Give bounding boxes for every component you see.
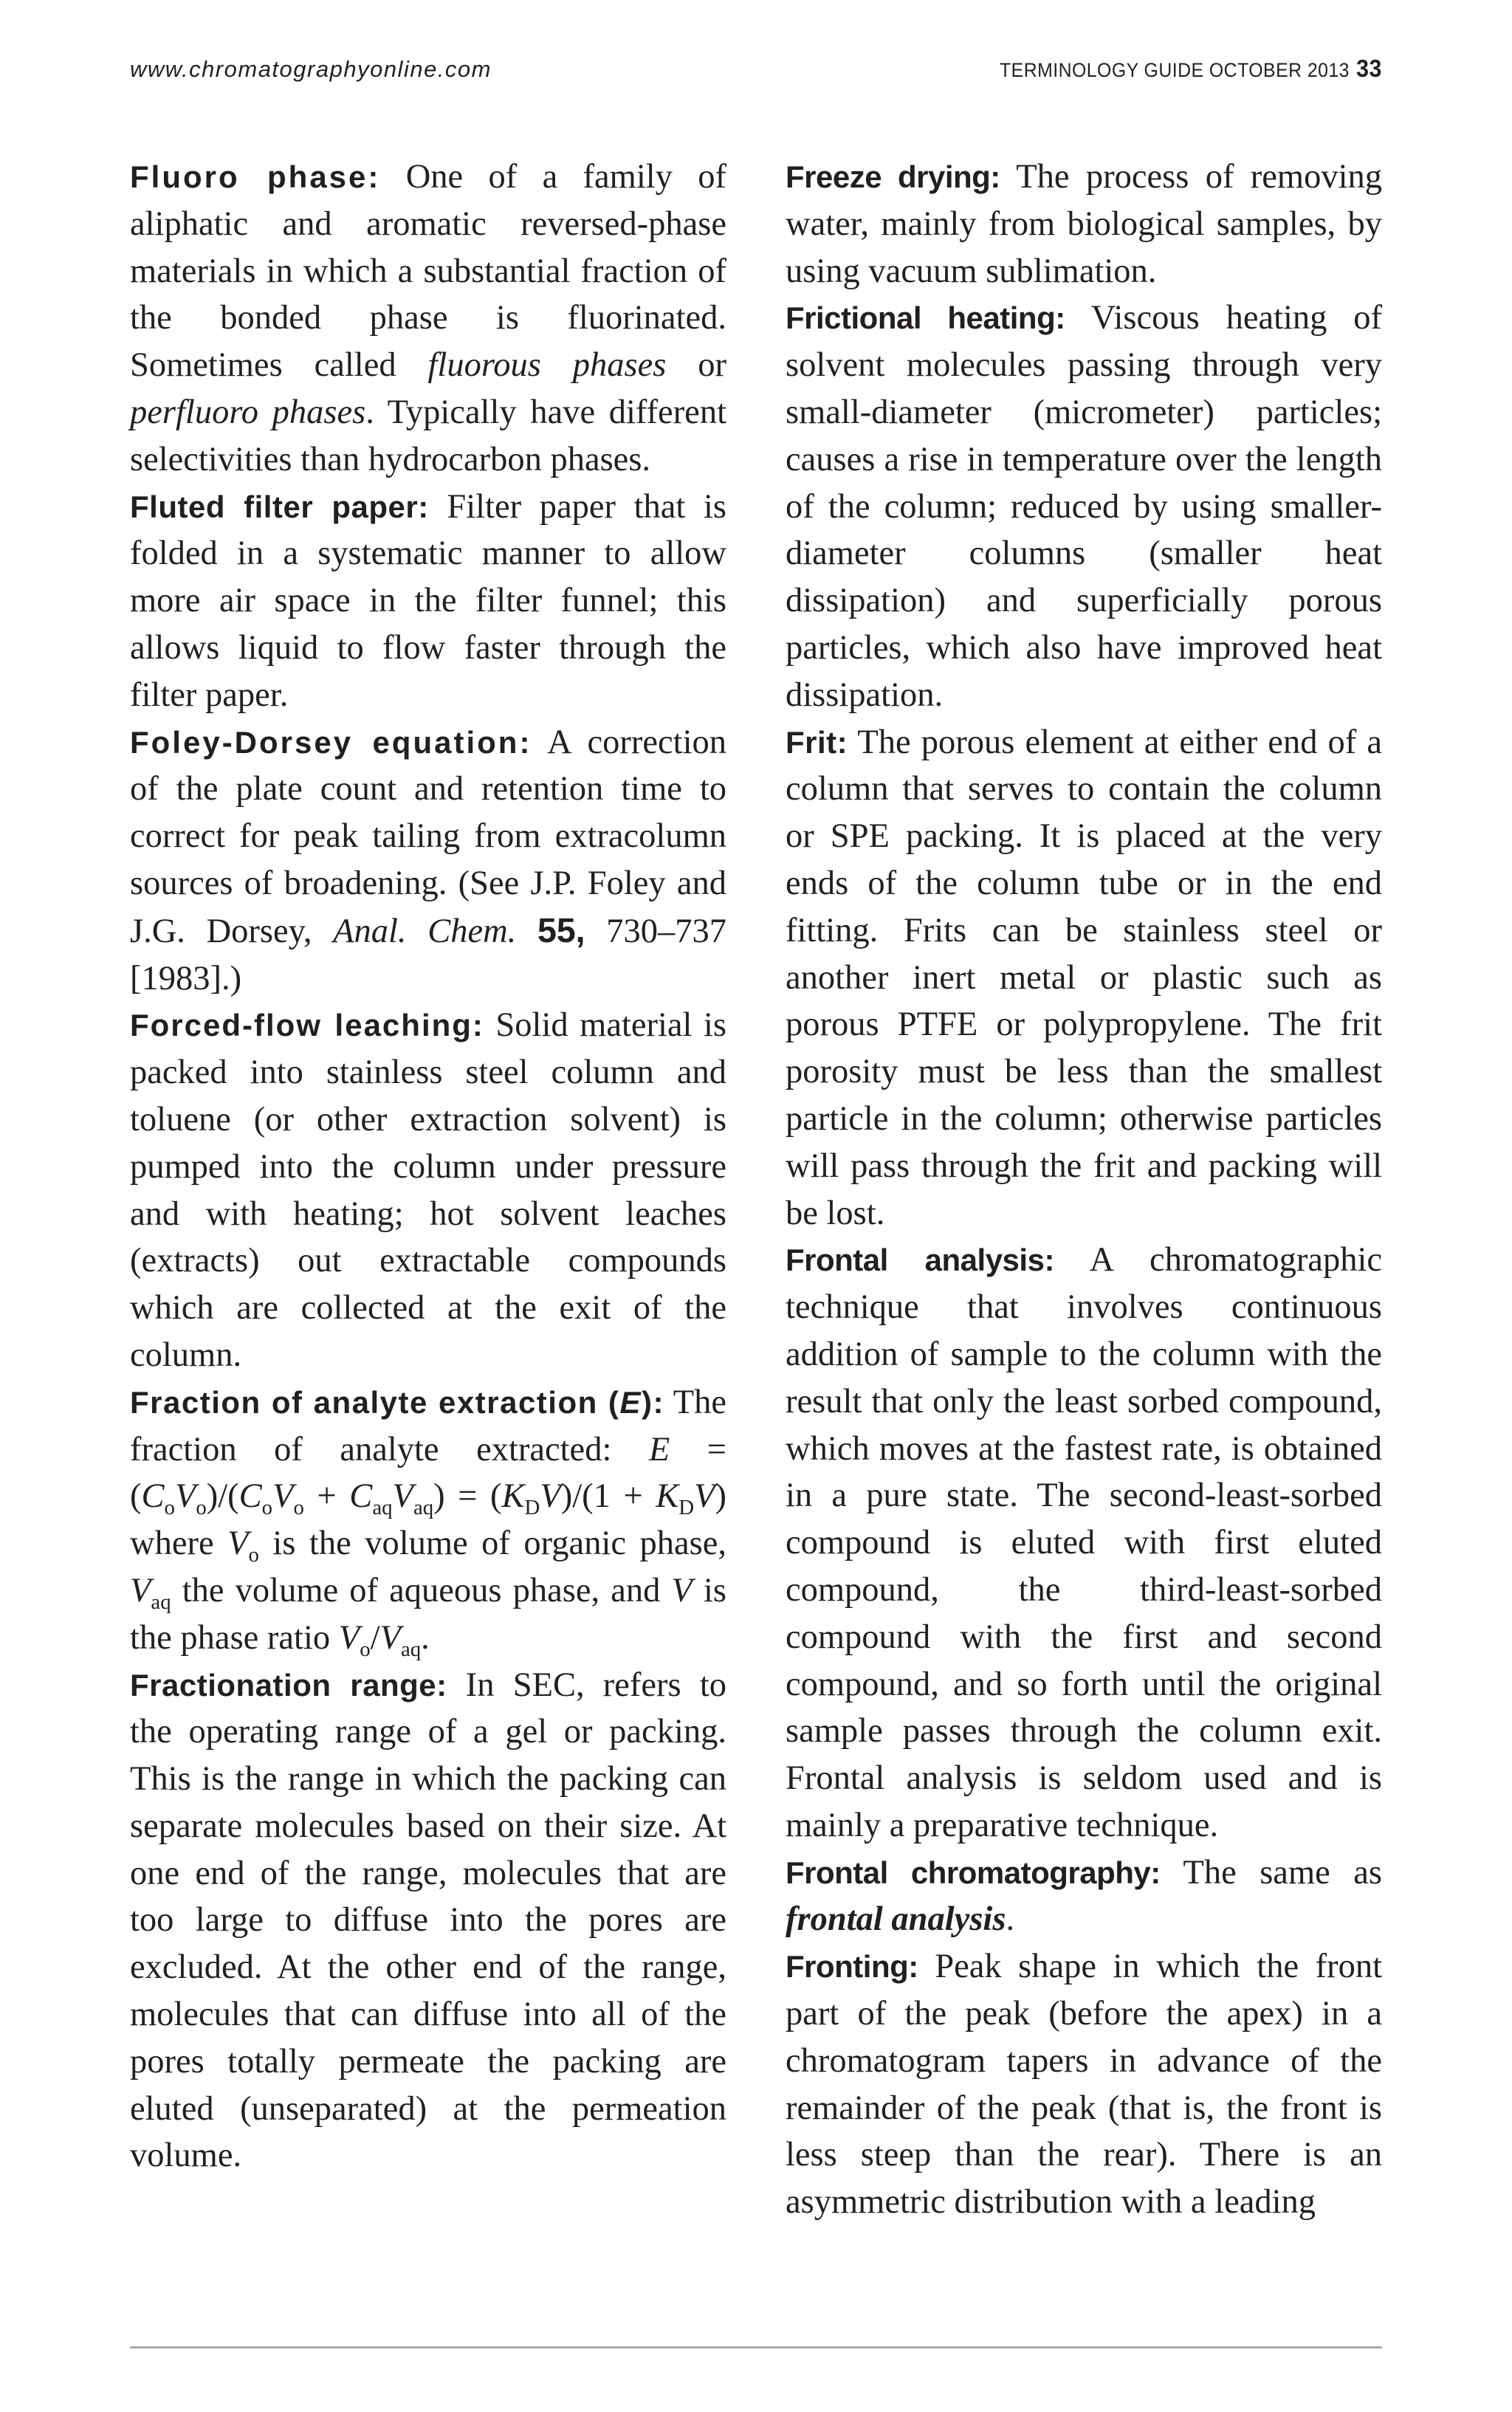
definition-text: Filter paper that is folded in a systematic manner to allow more air space in the filter funnel; this allows liquid to flow faster through the filter paper. [130,487,726,714]
journal-volume: 55, [537,910,585,949]
term-heading: Foley-Dorsey equation: [130,724,532,760]
definition-text: the volume of aqueous phase, and [171,1571,672,1609]
equation-symbol: V [272,1477,294,1516]
glossary-body [130,154,1382,2272]
definition-text: The fraction of analyte extracted: [130,1383,727,1468]
equation-subscript: aq [151,1590,171,1614]
definition-text: The porous element at either end of a column that serves to contain the column or SPE packing. It is placed at the very ends of the column tube or in the end fitting. Frits can be stainless steel or another inert metal or plastic such as porous PTFE or polypropylene. The frit porosity must be less than the smallest particle in the column; otherwise particles will pass through the frit and packing will be lost. [786,723,1382,1232]
equation-symbol: C [238,1477,262,1516]
equation-subscript: o [293,1496,304,1520]
definition-text: Solid material is packed into stainless steel column and toluene (or other extraction solvent) is pumped into the column under pressure and with heating; hot solvent leaches (extracts) out extractable compounds which are collected at the exit of the column. [130,1006,726,1374]
equation-text: + [303,1477,350,1516]
equation-symbol: V [130,1571,151,1609]
equation-text: = ( [130,1430,727,1516]
footer-divider [130,2346,1382,2349]
term-heading: Frictional heating: [786,300,1065,336]
definition-text: The same as [1160,1853,1382,1892]
entry-frit [786,719,1382,1237]
term-heading: Fractionation range: [130,1667,447,1703]
term-heading: Frit: [786,724,848,760]
equation-subscript: D [524,1496,540,1520]
definition-text: Viscous heating of solvent molecules passing through very small-diameter (micrometer) particles; causes a rise in temperature over the length of the column; reduced by using smaller-diameter columns (smaller heat dissipation) and superficially porous particles, which also have improved heat dissipation. [786,299,1382,714]
equation-subscript: aq [413,1496,434,1520]
definition-text: In SEC, refers to the operating range of a gel or packing. This is the range in which the packing can separate molecules based on their size. At one end of the range, molecules that are too large to diffuse into the pores are excluded. At the other end of the range, molecules that can diffuse into all of the pores totally permeate the packing are eluted (unseparated) at the permeation volume. [130,1666,726,2175]
left-column [130,154,726,2272]
term-heading: Frontal chromatography: [786,1855,1161,1890]
definition-text: A chromatographic technique that involves continuous addition of sample to the column with the result that only the least sorbed compound, which moves at the fastest rate, is obtained in a pure state. The second-least-sorbed compound is eluted with first eluted compound, the third-least-sorbed compound with the first and second compound, and so forth until the original sample passes through the column exit. Frontal analysis is seldom used and is mainly a preparative technique. [786,1241,1383,1844]
equation-subscript: aq [400,1637,422,1661]
entry-fronting [786,1943,1382,2226]
equation-symbol: K [501,1477,525,1516]
term-text: ): [641,1384,664,1420]
equation-subscript: o [164,1496,175,1520]
equation-text: )/(1 + [560,1477,656,1516]
entry-frontal-analysis [786,1237,1382,1849]
equation-subscript: D [678,1496,695,1520]
definition-text: . Typically have different selectivities than hydrocarbon phases. [130,393,726,478]
equation-subscript: o [248,1543,259,1567]
equation-text: )/( [206,1477,239,1516]
equation-text: . [421,1618,430,1657]
definition-text: The process of removing water, mainly from biological samples, by using vacuum sublimation. [786,158,1382,290]
equation-symbol: V [379,1618,401,1657]
term-text: Fraction of analyte extraction ( [130,1384,620,1420]
entry-fluoro-phase [130,154,726,484]
cross-reference: frontal analysis [786,1900,1006,1939]
definition-text: ) where [130,1477,726,1563]
equation-subscript: o [261,1496,273,1520]
equation-subscript: aq [372,1496,393,1520]
entry-frontal-chromatography [786,1849,1382,1944]
term-heading: Freeze drying: [786,159,1000,194]
term-heading: Fluted filter paper: [130,489,429,524]
term-heading: Fronting: [786,1949,918,1985]
page-number: 33 [1356,55,1382,82]
equation-symbol: V [694,1477,715,1516]
equation-symbol: V [174,1477,196,1516]
entry-fluted-filter-paper [130,484,726,719]
definition-text: Peak shape in which the front part of the peak (before the apex) in a chromatogram tapers in advance of the remainder of the peak (that is, the front is less steep than the rear). There is an asymmetric distribution with a leading [786,1948,1382,2222]
definition-text: or [666,346,726,385]
equation-text: / [370,1618,380,1657]
definition-text: One of a family of aliphatic and aromatic reversed-phase materials in which a substantial fraction of the bonded phase is fluorinated. Sometimes called [130,158,726,385]
equation-symbol: V [227,1525,249,1563]
term-heading: Fluoro phase: [130,159,381,194]
running-header [130,55,1382,96]
equation-text: ) = ( [433,1477,502,1516]
equation-symbol: V [540,1477,561,1516]
term-heading: Frontal analysis: [786,1243,1054,1278]
entry-frictional-heating [786,295,1382,718]
right-column [786,154,1382,2272]
entry-forced-flow-leaching [130,1002,726,1378]
italic-term: fluorous phases [427,346,667,385]
term-symbol: E [619,1384,642,1420]
equation-symbol: E [648,1430,670,1468]
equation-symbol: V [338,1618,360,1657]
equation-symbol: C [141,1477,165,1516]
definition-text: 730–737 [1983].) [130,912,726,997]
definition-text: is the phase ratio [130,1571,726,1657]
equation-symbol: C [349,1477,373,1516]
definition-text: A correction of the plate count and retention time to correct for peak tailing from extracolumn sources of broadening. (See J.P. Foley and J.G. Dorsey, [130,723,726,950]
entry-fraction-of-analyte-extraction [130,1379,726,1662]
equation-symbol: V [392,1477,413,1516]
guide-info [1000,55,1382,83]
entry-foley-dorsey-equation [130,719,726,1003]
term-heading [130,1385,664,1420]
journal-name: Anal. Chem. [333,912,517,950]
term-heading: Forced-flow leaching: [130,1008,484,1043]
equation-symbol: V [671,1571,693,1609]
italic-term: perfluoro phases [130,393,366,431]
entry-freeze-drying [786,154,1382,295]
site-url: www.chromatographyonline.com [130,56,492,82]
entry-fractionation-range [130,1662,726,2180]
guide-title: TERMINOLOGY GUIDE OCTOBER 2013 [1000,59,1350,81]
equation-subscript: o [360,1637,371,1661]
definition-text: is the volume of organic phase, [258,1525,726,1563]
equation-symbol: K [656,1477,679,1516]
definition-text: . [1006,1900,1015,1939]
equation-subscript: o [196,1496,207,1520]
